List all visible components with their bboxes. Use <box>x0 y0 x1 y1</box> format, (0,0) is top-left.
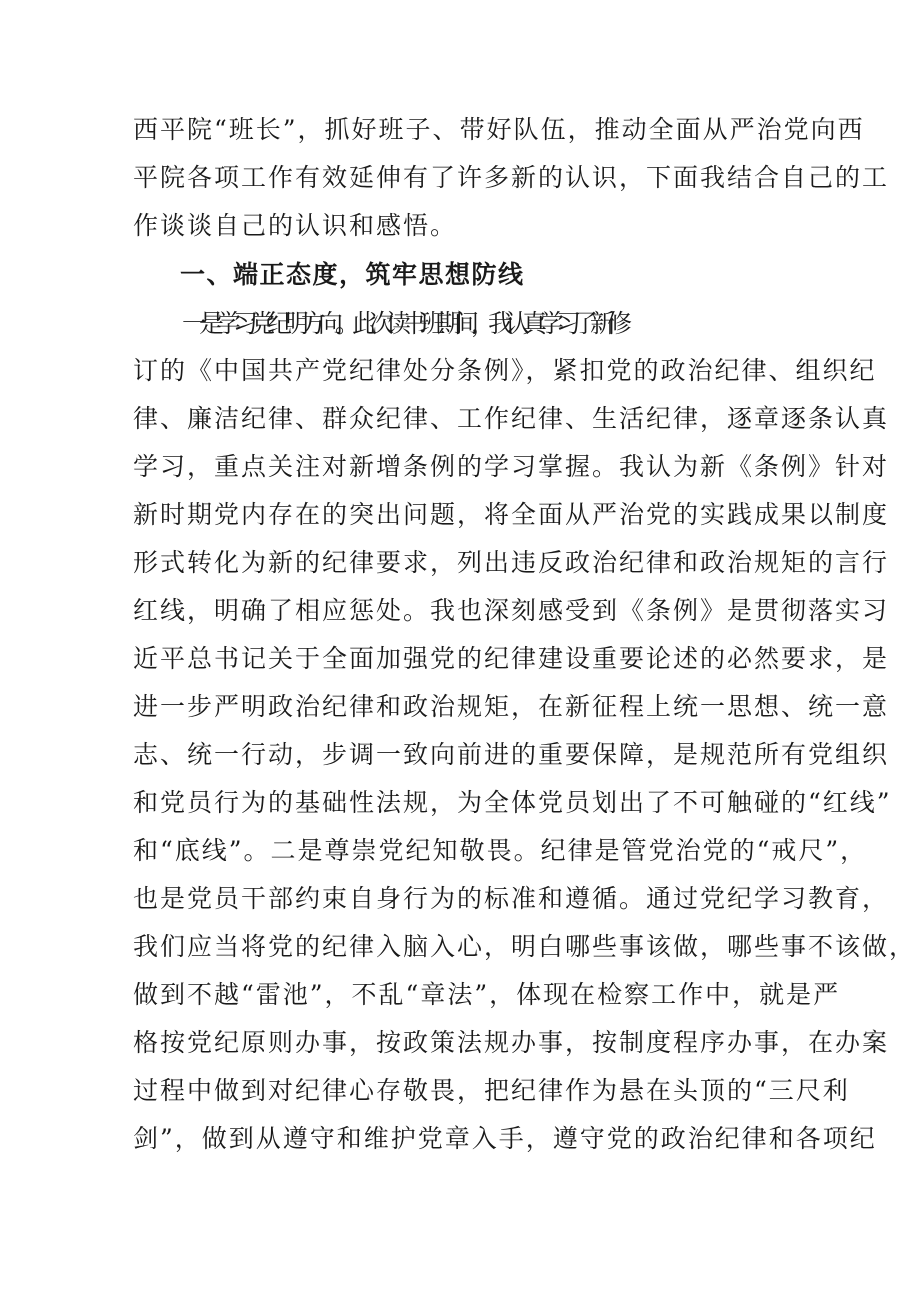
body-line-12: 和“底线”。二是尊崇党纪知敬畏。纪律是管党治党的“戒尺”， <box>133 836 868 865</box>
body-line-14: 我们应当将党的纪律入脑入心，明白哪些事该做，哪些事不该做， <box>133 932 917 961</box>
body-line-13: 也是党员干部约束自身行为的标准和遵循。通过党纪学习教育， <box>133 884 890 913</box>
section-heading: 一、端正态度，筑牢思想防线 <box>180 260 525 289</box>
body-line-3: 律、廉洁纪律、群众纪律、工作纪律、生活纪律，逐章逐条认真 <box>133 404 890 433</box>
intro-line-1: 西平院“班长”，抓好班子、带好队伍，推动全面从严治党向西 <box>133 115 865 144</box>
body-line-1: 一是学习党纪明方向。此次读书班期间，我认真学习了新修 <box>182 309 625 338</box>
body-line-4: 学习，重点关注对新增条例的学习掌握。我认为新《条例》针对 <box>133 452 890 481</box>
body-line-10: 志、统一行动，步调一致向前进的重要保障，是规范所有党组织 <box>133 740 890 769</box>
intro-line-3: 作谈谈自己的认识和感悟。 <box>133 211 458 240</box>
body-line-5: 新时期党内存在的突出问题，将全面从严治党的实践成果以制度 <box>133 500 890 529</box>
body-line-2: 订的《中国共产党纪律处分条例》，紧扣党的政治纪律、组织纪 <box>133 356 877 385</box>
body-line-16: 格按党纪原则办事，按政策法规办事，按制度程序办事，在办案 <box>133 1028 890 1057</box>
body-line-17: 过程中做到对纪律心存敬畏，把纪律作为悬在头顶的“三尺利 <box>133 1076 850 1105</box>
intro-line-2: 平院各项工作有效延伸有了许多新的认识，下面我结合自己的工 <box>133 163 890 192</box>
body-line-18: 剑”，做到从遵守和维护党章入手，遵守党的政治纪律和各项纪 <box>133 1124 877 1153</box>
body-line-11: 和党员行为的基础性法规，为全体党员划出了不可触碰的“红线” <box>133 788 892 817</box>
body-line-15: 做到不越“雷池”，不乱“章法”，体现在检察工作中，就是严 <box>133 980 841 1009</box>
body-line-6: 形式转化为新的纪律要求，列出违反政治纪律和政治规矩的言行 <box>133 548 890 577</box>
body-line-7: 红线，明确了相应惩处。我也深刻感受到《条例》是贯彻落实习 <box>133 596 890 625</box>
body-line-8: 近平总书记关于全面加强党的纪律建设重要论述的必然要求，是 <box>133 644 890 673</box>
body-line-9: 进一步严明政治纪律和政治规矩，在新征程上统一思想、统一意 <box>133 692 890 721</box>
